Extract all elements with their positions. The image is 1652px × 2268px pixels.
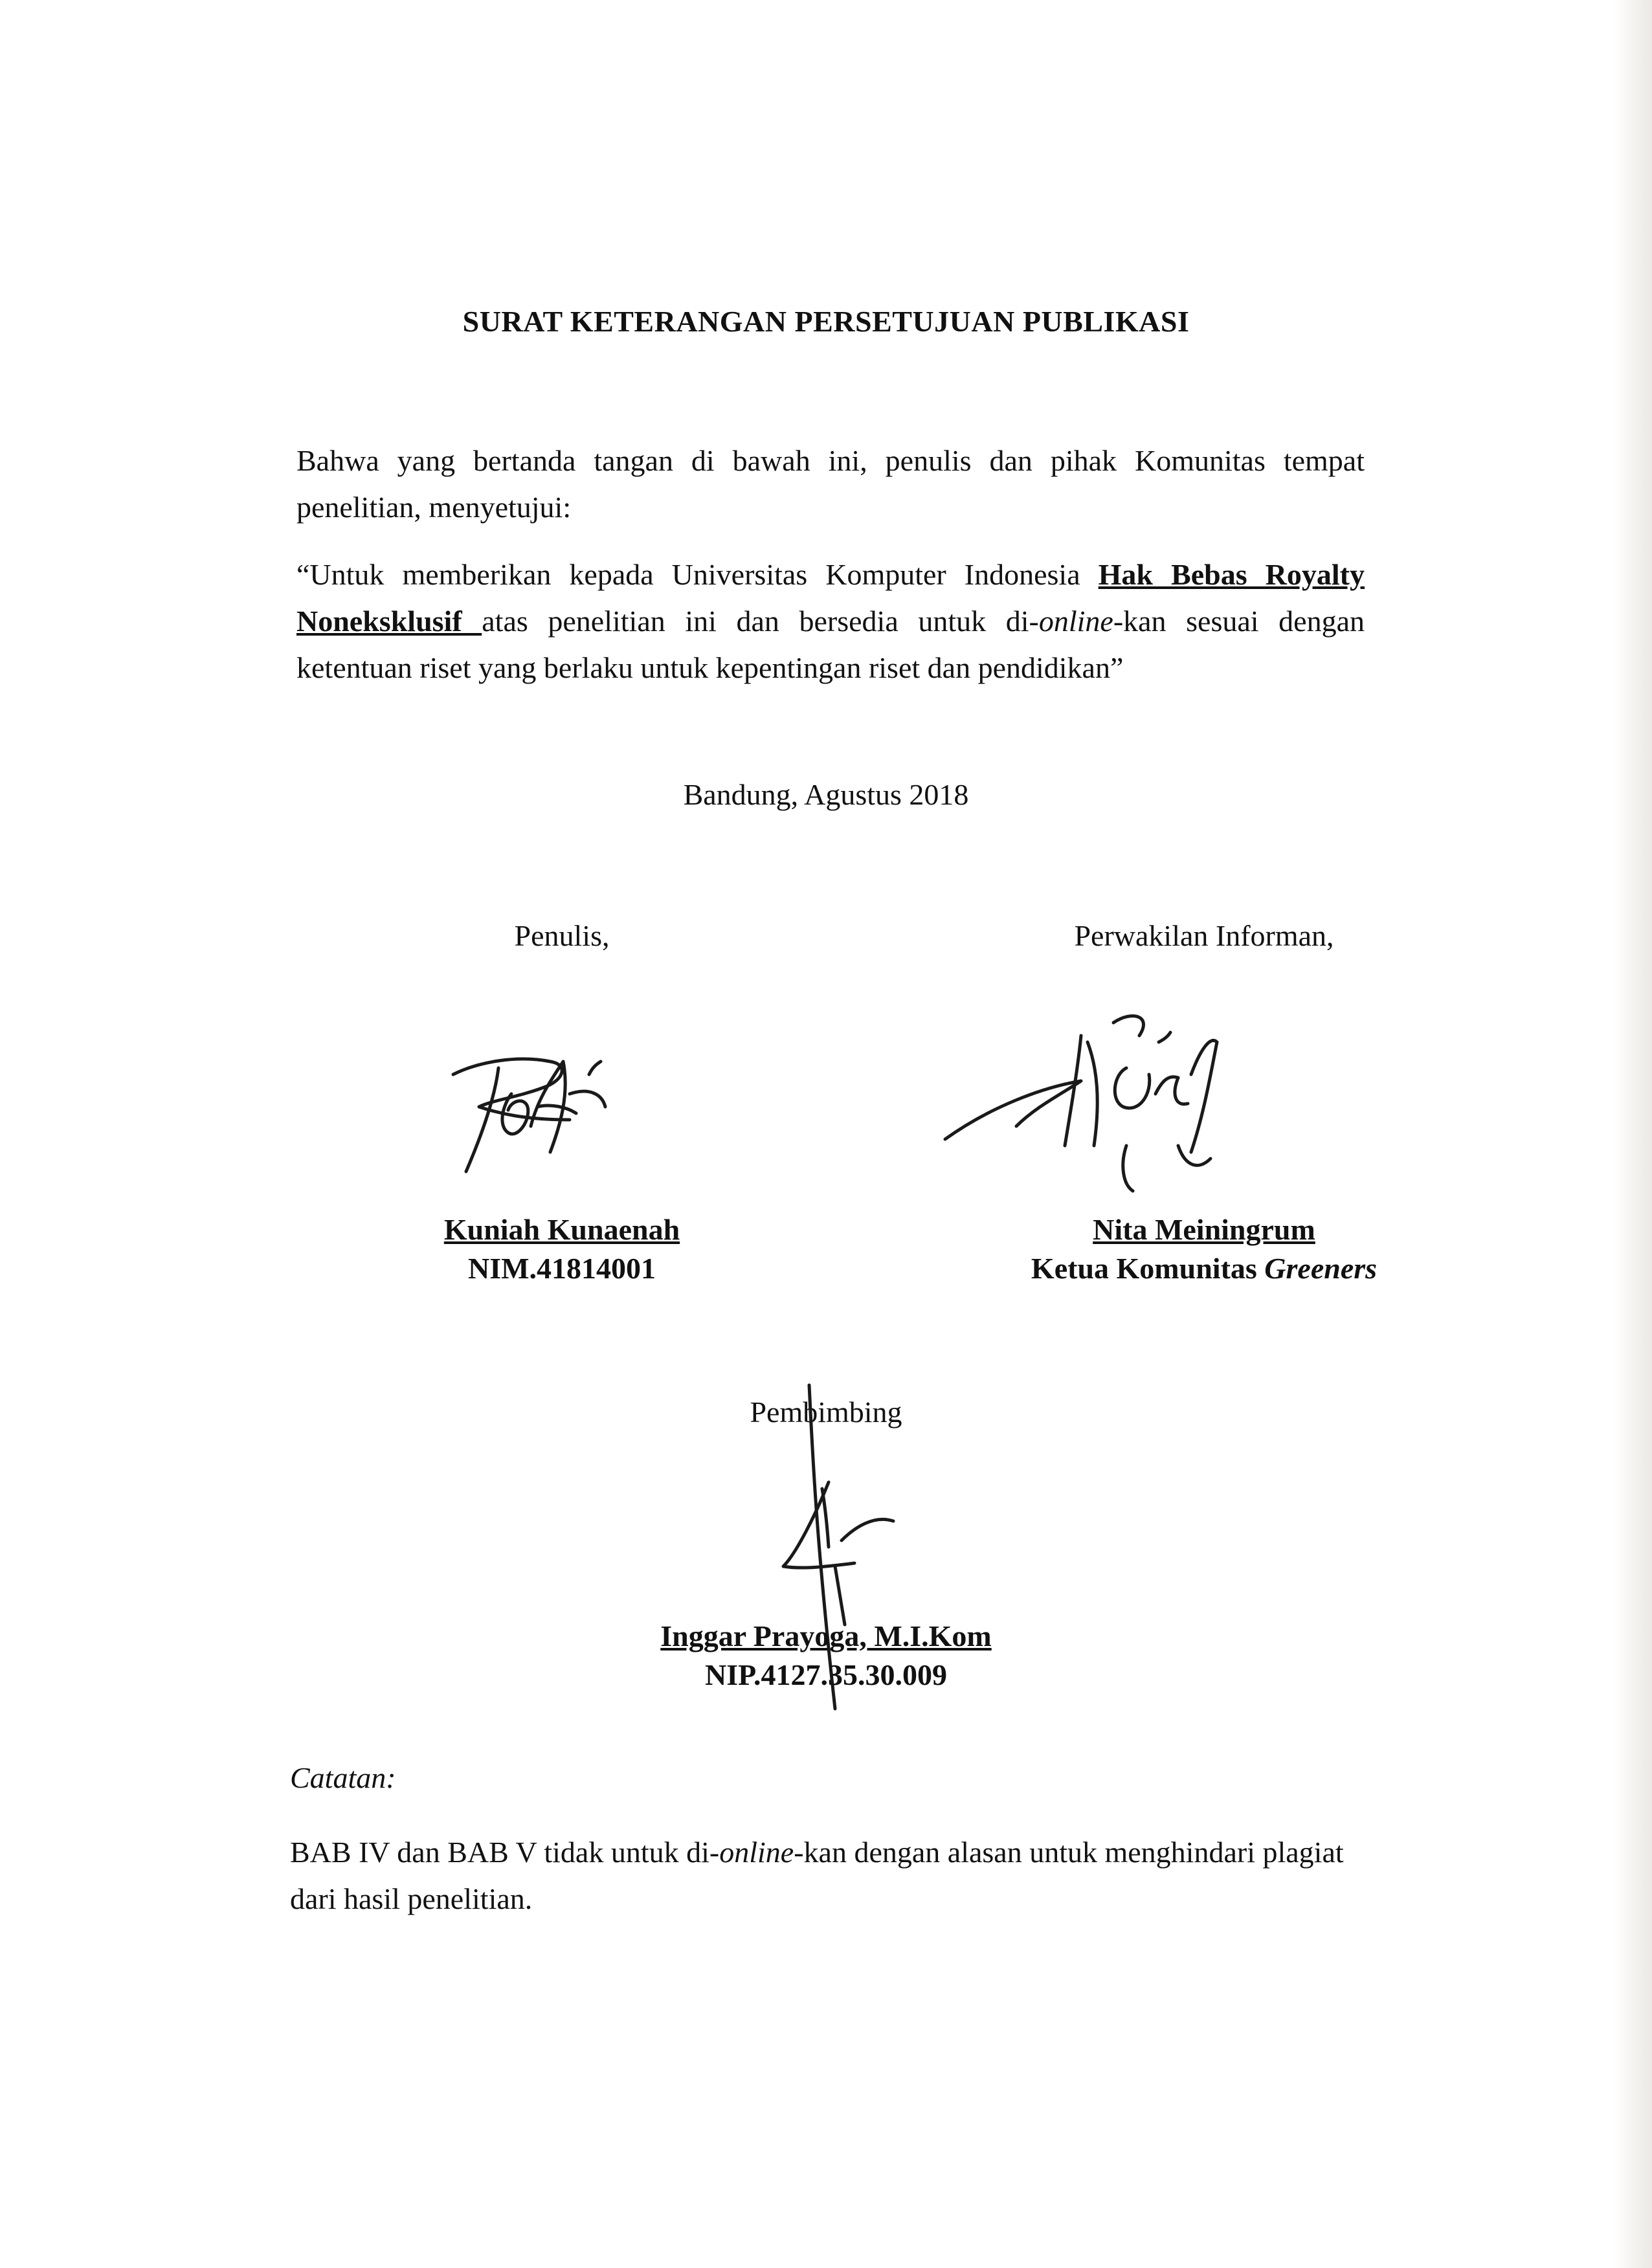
informant-position-prefix: Ketua Komunitas — [1031, 1252, 1265, 1285]
scan-edge-shadow — [1613, 0, 1652, 2268]
writer-name: Kuniah Kunaenah — [443, 1213, 680, 1246]
intro-paragraph: Bahwa yang bertanda tangan di bawah ini, penulis dan pihak Komunitas tempat penelitian, menyetujui: — [296, 444, 1365, 524]
document-title: SURAT KETERANGAN PERSETUJUAN PUBLIKASI — [462, 305, 1190, 338]
informant-name: Nita Meiningrum — [1093, 1213, 1315, 1246]
informant-position — [842, 1249, 1567, 1288]
advisor-role: Pembimbing — [750, 1395, 902, 1429]
statement-italic: online — [1038, 605, 1113, 638]
writer-role: Penulis, — [514, 919, 610, 952]
statement-part1: “Untuk memberikan kepada Universitas Komputer Indonesia — [296, 558, 1099, 591]
place-date: Bandung, Agustus 2018 — [683, 778, 969, 811]
statement-paragraph — [296, 551, 1365, 691]
informant-role: Perwakilan Informan, — [1074, 919, 1334, 952]
note-text — [290, 1829, 1390, 1922]
statement-bold-term: Hak Bebas Royalty Noneksklusif — [296, 558, 1365, 638]
advisor-name: Inggar Prayoga, M.I.Kom — [660, 1619, 992, 1652]
note-part2: -kan dengan alasan untuk menghindari plagiat dari hasil penelitian. — [290, 1836, 1344, 1915]
statement-part3: -kan sesuai dengan ketentuan riset yang berlaku untuk kepentingan riset dan pendidikan” — [296, 605, 1365, 684]
informant-signature-image — [939, 997, 1236, 1210]
statement-part2: atas penelitian ini dan bersedia untuk di- — [482, 605, 1039, 638]
informant-position-italic: Greeners — [1264, 1252, 1378, 1285]
note-heading: Catatan: — [290, 1761, 396, 1794]
advisor-id: NIP.4127.35.30.009 — [705, 1658, 947, 1691]
writer-signature-image — [440, 1036, 621, 1184]
note-part1: BAB IV dan BAB V tidak untuk di- — [290, 1836, 720, 1869]
writer-id: NIM.41814001 — [467, 1252, 656, 1285]
note-italic: online — [719, 1836, 794, 1869]
